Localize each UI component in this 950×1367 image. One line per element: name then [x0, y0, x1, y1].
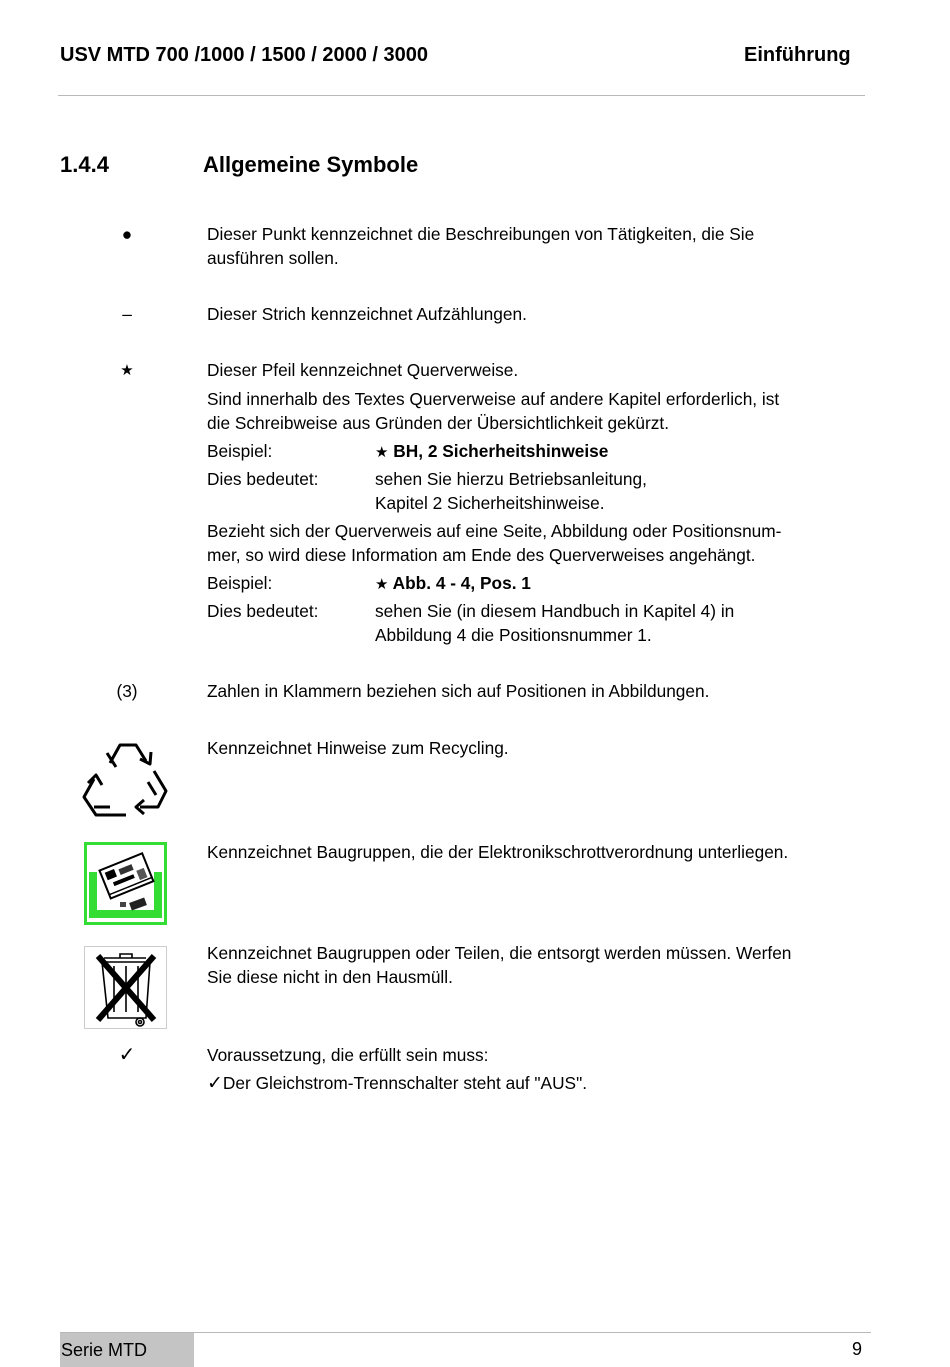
example-reference-text: BH, 2 Sicherheitshinweise — [393, 441, 609, 461]
paragraph-line: Sind innerhalb des Textes Querverweise auf andere Kapitel erforderlich, ist — [207, 389, 780, 409]
star-arrow-icon: ★ — [375, 576, 389, 593]
header-rule — [58, 95, 865, 96]
chapter-title: Einführung — [744, 44, 851, 66]
example-reference — [375, 572, 531, 597]
electronic-text: Kennzeichnet Baugruppen, die der Elektronikschrottverordnung unterliegen. — [207, 842, 789, 862]
meaning-label: Dies bedeutet: — [207, 601, 319, 621]
section-number: 1.4.4 — [60, 152, 109, 177]
dash-text: Dieser Strich kennzeichnet Aufzählungen. — [207, 304, 527, 324]
meaning-line: Abbildung 4 die Positionsnummer 1. — [375, 624, 652, 645]
paragraph-line: die Schreibweise aus Gründen der Übersichtlichkeit gekürzt. — [207, 412, 670, 433]
example-label: Beispiel: — [207, 441, 273, 461]
example-label: Beispiel: — [207, 573, 273, 593]
precondition-example-text: Der Gleichstrom-Trennschalter steht auf "AUS". — [222, 1073, 588, 1093]
bullet-text-line: ausführen sollen. — [207, 247, 339, 268]
example-reference — [375, 440, 608, 465]
electronic-scrap-icon — [84, 842, 167, 925]
crossed-bin-icon — [84, 946, 167, 1029]
meaning-text — [375, 468, 647, 515]
disposal-text — [207, 942, 791, 989]
recycling-icon — [80, 737, 168, 821]
paragraph-line: mer, so wird diese Information am Ende des Querverweises angehängt. — [207, 544, 756, 565]
arrow-paragraph-2 — [207, 520, 781, 567]
footer-series: Serie MTD — [60, 1333, 194, 1367]
meaning-label: Dies bedeutet: — [207, 469, 319, 489]
meaning-text — [375, 600, 734, 647]
meaning-line: Kapitel 2 Sicherheitshinweise. — [375, 492, 605, 513]
document-title: USV MTD 700 /1000 / 1500 / 2000 / 3000 — [60, 44, 429, 66]
meaning-line: sehen Sie hierzu Betriebsanleitung, — [375, 469, 647, 489]
checkmark-icon: ✓ — [207, 1073, 223, 1094]
precondition-example — [207, 1072, 587, 1096]
disposal-text-line: Sie diese nicht in den Hausmüll. — [207, 966, 453, 987]
meaning-line: sehen Sie (in diesem Handbuch in Kapitel 4) in — [375, 601, 735, 621]
recycling-text: Kennzeichnet Hinweise zum Recycling. — [207, 738, 509, 758]
section-title: Allgemeine Symbole — [203, 152, 419, 177]
bullet-text — [207, 223, 754, 270]
arrow-paragraph-1 — [207, 388, 779, 435]
arrow-text: Dieser Pfeil kennzeichnet Querverweise. — [207, 360, 519, 380]
paragraph-line: Bezieht sich der Querverweis auf eine Seite, Abbildung oder Positionsnum- — [207, 521, 782, 541]
dash-symbol: – — [122, 304, 132, 324]
checkmark-icon: ✓ — [118, 1044, 136, 1066]
star-arrow-icon: ★ — [120, 362, 134, 379]
star-arrow-icon: ★ — [375, 444, 389, 461]
disposal-text-line: Kennzeichnet Baugruppen oder Teilen, die entsorgt werden müssen. Werfen — [207, 943, 792, 963]
page-number: 9 — [852, 1339, 863, 1359]
numbers-text: Zahlen in Klammern beziehen sich auf Positionen in Abbildungen. — [207, 681, 710, 701]
bullet-text-line: Dieser Punkt kennzeichnet die Beschreibungen von Tätigkeiten, die Sie — [207, 224, 755, 244]
bullet-symbol: ● — [121, 224, 133, 244]
example-reference-text: Abb. 4 - 4, Pos. 1 — [392, 573, 531, 593]
precondition-text: Voraussetzung, die erfüllt sein muss: — [207, 1045, 489, 1065]
number-bracket-symbol: (3) — [116, 681, 138, 701]
